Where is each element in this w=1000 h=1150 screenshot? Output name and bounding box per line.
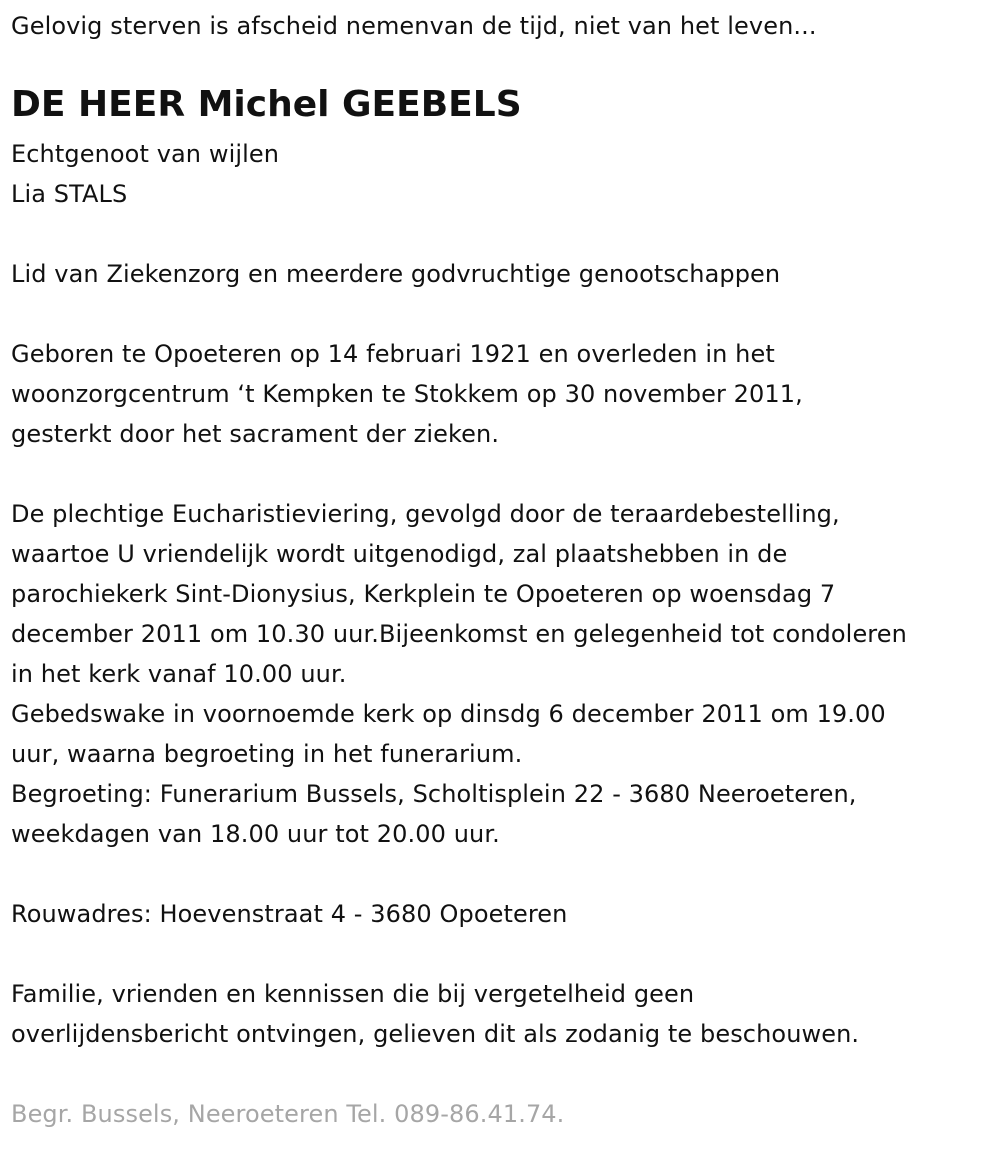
motto-text: Gelovig sterven is afscheid nemenvan de tijd, niet van het leven... bbox=[11, 12, 817, 40]
birth-death-line: Geboren te Opoeteren op 14 februari 1921 en overleden in het bbox=[11, 340, 775, 368]
ceremony-line: uur, waarna begroeting in het funerarium. bbox=[11, 740, 523, 768]
ceremony-line: in het kerk vanaf 10.00 uur. bbox=[11, 660, 347, 688]
ceremony-line: Gebedswake in voornoemde kerk op dinsdg 6 december 2011 om 19.00 bbox=[11, 700, 886, 728]
notice-line: Familie, vrienden en kennissen die bij vergetelheid geen bbox=[11, 980, 695, 1008]
mourning-address: Rouwadres: Hoevenstraat 4 - 3680 Opoeteren bbox=[11, 900, 568, 928]
notice-line: overlijdensbericht ontvingen, gelieven dit als zodanig te beschouwen. bbox=[11, 1020, 860, 1048]
address-block bbox=[11, 894, 567, 934]
footer-block bbox=[11, 1094, 564, 1134]
spouse-name: Lia STALS bbox=[11, 180, 128, 208]
membership-text: Lid van Ziekenzorg en meerdere godvruchtige genootschappen bbox=[11, 260, 781, 288]
ceremony-line: De plechtige Eucharistieviering, gevolgd door de teraardebestelling, bbox=[11, 500, 840, 528]
birth-death-line: gesterkt door het sacrament der zieken. bbox=[11, 420, 500, 448]
ceremony-line: december 2011 om 10.30 uur.Bijeenkomst en gelegenheid tot condoleren bbox=[11, 620, 907, 648]
birth-death-block bbox=[11, 334, 803, 454]
ceremony-line: weekdagen van 18.00 uur tot 20.00 uur. bbox=[11, 820, 500, 848]
funeral-home-footer: Begr. Bussels, Neeroeteren Tel. 089-86.41.74. bbox=[11, 1100, 565, 1128]
membership-block bbox=[11, 254, 780, 294]
birth-death-line: woonzorgcentrum ‘t Kempken te Stokkem op 30 november 2011, bbox=[11, 380, 803, 408]
ceremony-line: waartoe U vriendelijk wordt uitgenodigd, zal plaatshebben in de bbox=[11, 540, 788, 568]
notice-block bbox=[11, 974, 859, 1054]
deceased-name: DE HEER Michel GEEBELS bbox=[11, 84, 522, 125]
ceremony-block bbox=[11, 494, 907, 854]
spouse-line: Echtgenoot van wijlen bbox=[11, 140, 280, 168]
ceremony-line: parochiekerk Sint-Dionysius, Kerkplein te Opoeteren op woensdag 7 bbox=[11, 580, 836, 608]
ceremony-line: Begroeting: Funerarium Bussels, Scholtisplein 22 - 3680 Neeroeteren, bbox=[11, 780, 857, 808]
spouse-block bbox=[11, 134, 279, 214]
